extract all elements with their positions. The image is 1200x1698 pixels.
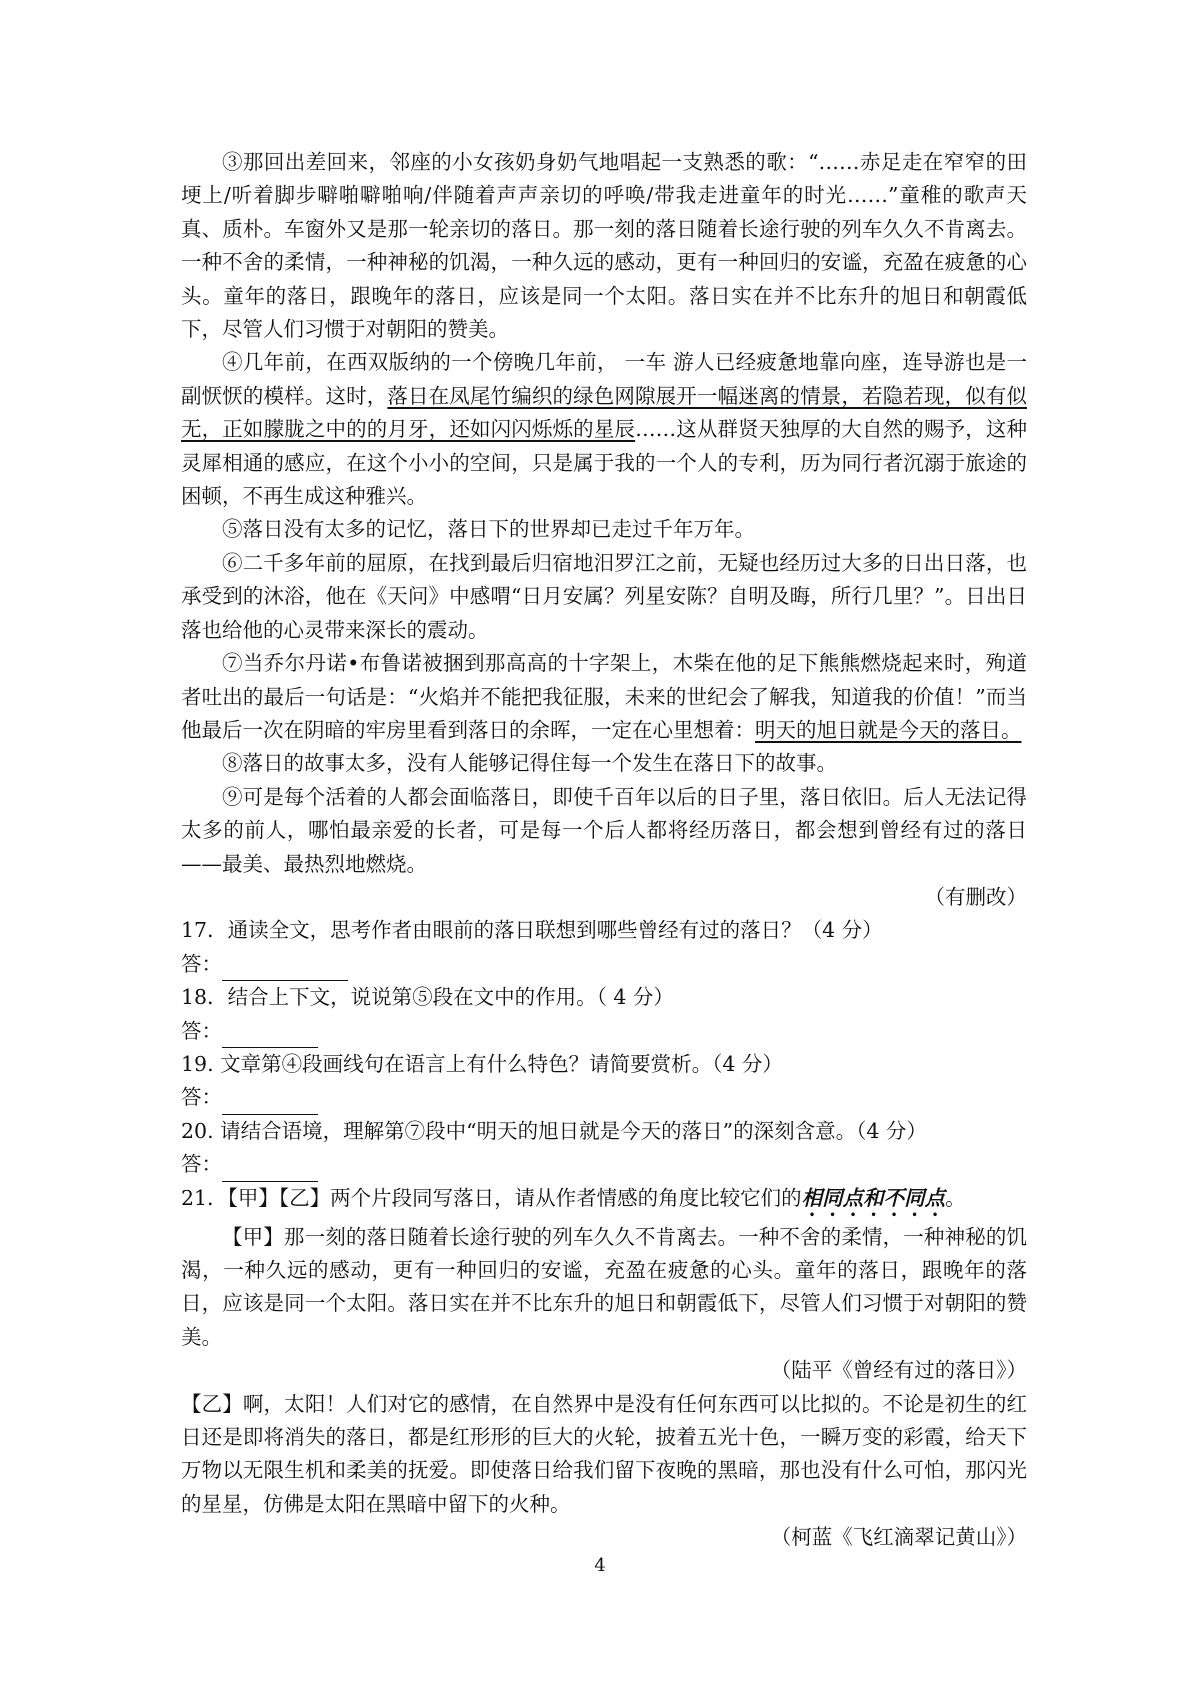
question-19: 19. 文章第④段画线句在语言上有什么特色？请简要赏析。（4 分） bbox=[181, 1051, 783, 1076]
excerpt-jia: 【甲】那一刻的落日随着长途行驶的列车久久不肯离去。一种不舍的柔情，一种神秘的饥渴，一种久远的感动，更有一种回归的安谧，充盈在疲惫的心头。童年的落日，跟晚年的落日，应该是同一个太阳。落日实在并不比东升的旭日和朝霞低下，尽管人们习惯于对朝阳的赞美。 bbox=[181, 1224, 1027, 1349]
source-note: （有删改） bbox=[924, 884, 1027, 909]
excerpt-jia-source: （陆平《曾经有过的落日》） bbox=[770, 1358, 1027, 1383]
paragraph-5: ⑤落日没有太多的记忆，落日下的世界却已走过千年万年。 bbox=[222, 517, 755, 542]
paragraph-4-tail: ……这从群贤天独厚的大自然的赐予，这种灵犀相通的感应，在这个小小的空间，只是属于我的一个人的专利，历为同行者沉溺于旅途的困顿，不再生成这种雅兴。 bbox=[181, 417, 1028, 509]
answer-20 bbox=[181, 1148, 1027, 1181]
excerpt-yi: 【乙】啊，太阳！人们对它的感情，在自然界中是没有任何东西可以比拟的。不论是初生的红日还是即将消失的落日，都是红形形的巨大的火轮，披着五光十色，一瞬万变的彩霞，给天下万物以无限生机和柔美的抚爱。即使落日给我们留下夜晚的黑暗，那也没有什么可怕，那闪光的星星，仿佛是太阳在黑暗中留下的火种。 bbox=[181, 1391, 1027, 1516]
paragraph-7-lead: ⑦当乔尔丹诺•布鲁诺被捆到那高高的十字架上，木柴在他的足下熊熊燃烧起来时，殉道者吐出的最后一句话是：“火焰并不能把我征服，未来的世纪会了解我，知道我的价值！”而当他最后一次在阴暗的牢房里看到落日的余晖，一定在心里想着： bbox=[181, 651, 1027, 742]
question-18: 18．结合上下文，说说第⑤段在文中的作用。（ 4 分） bbox=[181, 985, 674, 1010]
question-20: 20. 请结合语境，理解第⑦段中“明天的旭日就是今天的落日”的深刻含意。（4 分） bbox=[181, 1118, 927, 1143]
paragraph-6: ⑥二千多年前的屈原，在找到最后归宿地汨罗江之前，无疑也经历过大多的日出日落，也承受到的沐浴，他在《天问》中感喟“日月安属？列星安陈？自明及晦，所行几里？”。日出日落也给他的心灵带来深长的震动。 bbox=[181, 550, 1027, 642]
answer-17-blank[interactable] bbox=[222, 958, 348, 981]
paragraph-7 bbox=[181, 647, 1027, 747]
paragraph-4-underlined-sentence: 落日在凤尾竹编织的绿色网隙展开一幅迷离的情景，若隐若现，似有似无，正如朦胧之中的的月牙，还如闪闪烁烁的星辰 bbox=[181, 383, 1027, 442]
answer-label: 答： bbox=[181, 1085, 222, 1110]
question-17: 17．通读全文，思考作者由眼前的落日联想到哪些曾经有过的落日？（4 分） bbox=[181, 918, 883, 943]
page-number: 4 bbox=[594, 1555, 606, 1576]
answer-19 bbox=[181, 1081, 1027, 1114]
paragraph-9: ⑨可是每个活着的人都会面临落日，即使千百年以后的日子里，落日依旧。后人无法记得太多的前人，哪怕最亲爱的长者，可是每一个后人都将经历落日，都会想到曾经有过的落日——最美、最热烈地燃烧。 bbox=[181, 784, 1027, 876]
answer-19-blank[interactable] bbox=[222, 1092, 318, 1115]
answer-label: 答： bbox=[181, 1018, 222, 1043]
answer-label: 答： bbox=[181, 951, 222, 976]
paragraph-7-underlined-sentence: 明天的旭日就是今天的落日。 bbox=[755, 717, 1022, 742]
answer-label: 答： bbox=[181, 1152, 222, 1177]
paragraph-4 bbox=[181, 346, 1027, 513]
question-21-lead: 21．【甲】【乙】两个片段同写落日，请从作者情感的角度比较它们的 bbox=[181, 1185, 802, 1210]
paragraph-8: ⑧落日的故事太多，没有人能够记得住每一个发生在落日下的故事。 bbox=[222, 751, 837, 776]
question-21 bbox=[181, 1182, 1027, 1221]
paragraph-4-lead: ④几年前，在西双版纳的一个傍晚几年前， 一车 游人已经疲惫地靠向座，连导游也是一副恹恹的模样。这时， bbox=[181, 350, 1027, 408]
excerpt-yi-source: （柯蓝《飞红滴翠记黄山》） bbox=[770, 1525, 1027, 1550]
question-21-emphasis: 相同点和不同点 bbox=[801, 1185, 946, 1210]
paragraph-3: ③那回出差回来，邻座的小女孩奶身奶气地唱起一支熟悉的歌：“……赤足走在窄窄的田埂上/听着脚步噼啪噼啪响/伴随着声声亲切的呼唤/带我走进童年的时光……”童稚的歌声天真、质朴。车窗外又是那一轮亲切的落日。那一刻的落日随着长途行驶的列车久久不肯离去。一种不舍的柔情，一种神秘的饥渴，一种久远的感动，更有一种回归的安谧，充盈在疲惫的心头。童年的落日，跟晚年的落日，应该是同一个太阳。落日实在并不比东升的旭日和朝霞低下，尽管人们习惯于对朝阳的赞美。 bbox=[181, 150, 1027, 342]
answer-17 bbox=[181, 948, 1027, 981]
question-21-tail: 。 bbox=[945, 1185, 966, 1210]
answer-18 bbox=[181, 1015, 1027, 1048]
page-content bbox=[181, 146, 1027, 1555]
answer-20-blank[interactable] bbox=[222, 1159, 318, 1182]
answer-18-blank[interactable] bbox=[222, 1025, 318, 1048]
